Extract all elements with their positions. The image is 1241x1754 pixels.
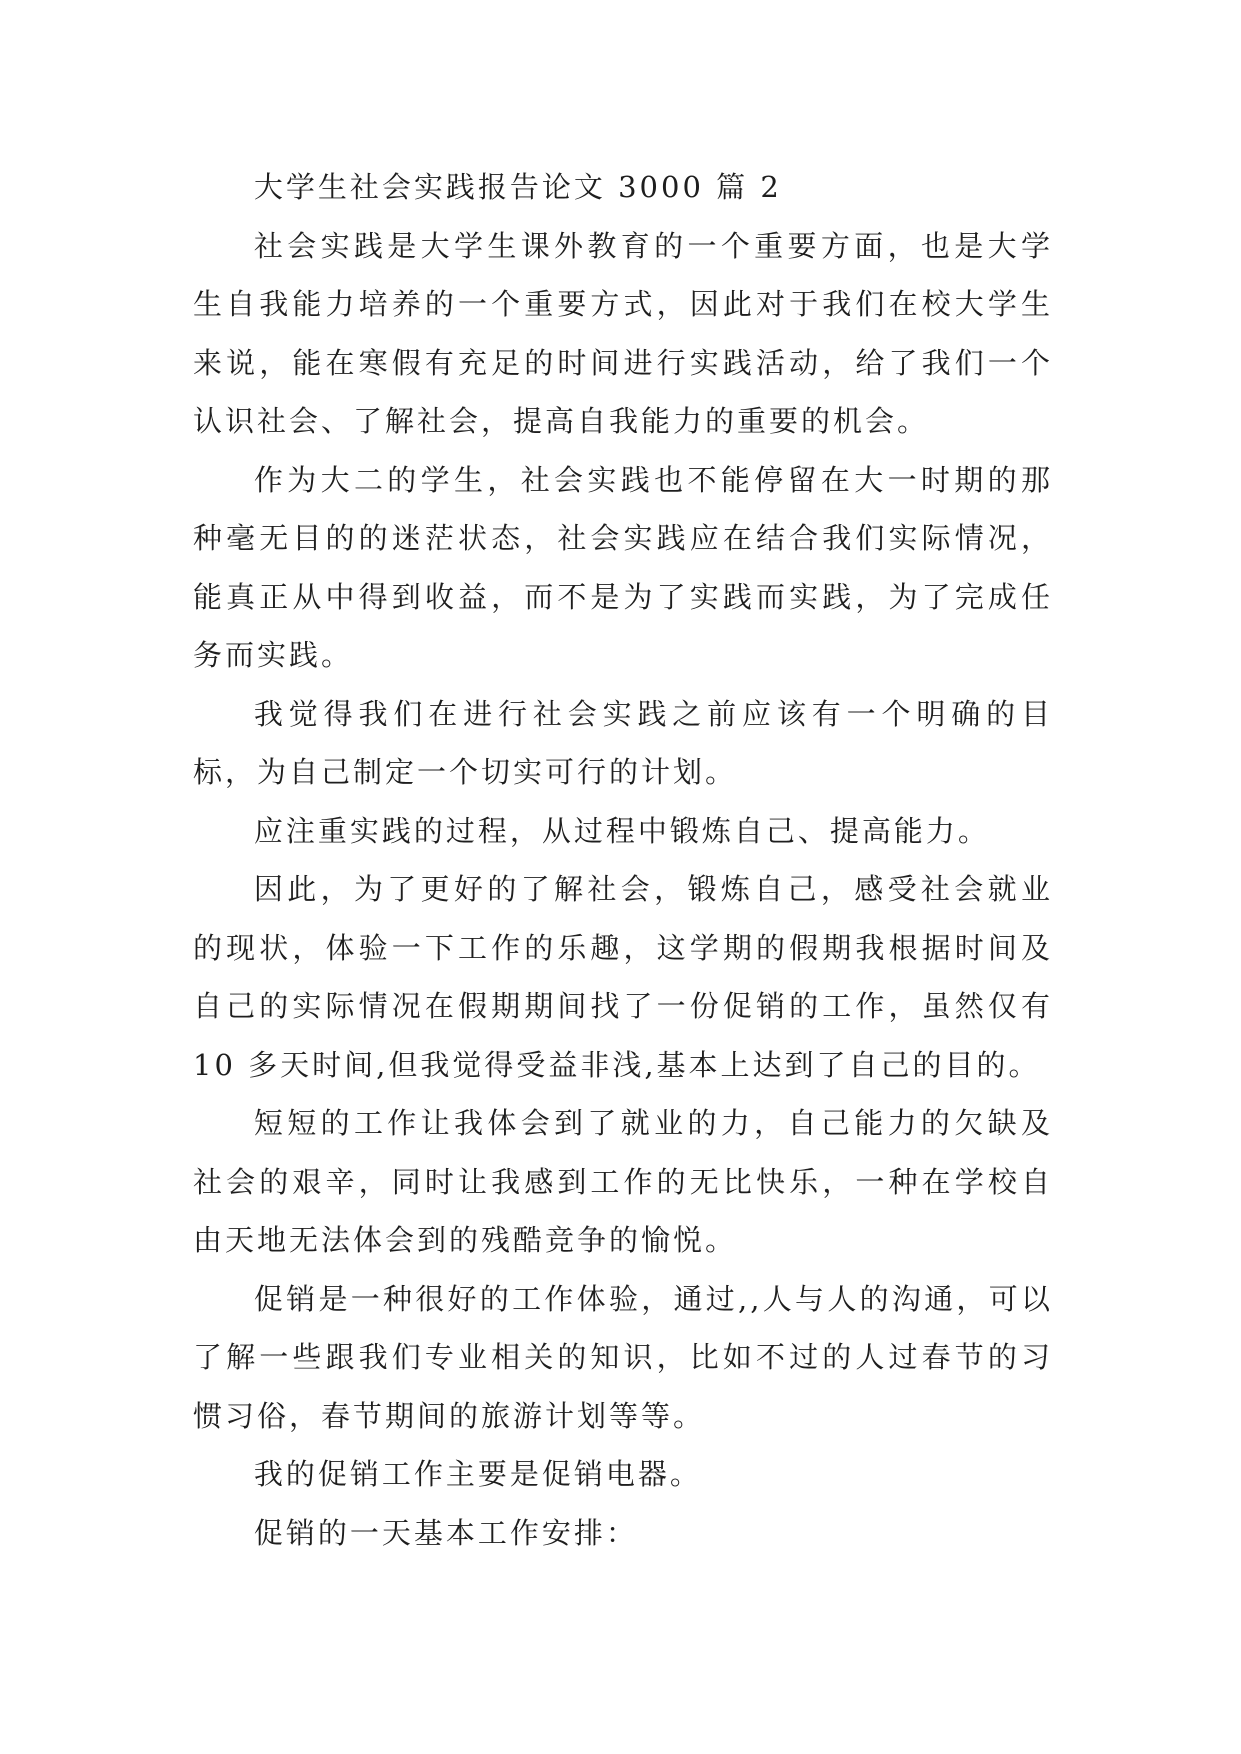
- paragraph-2: 作为大二的学生，社会实践也不能停留在大一时期的那种毫无目的的迷茫状态，社会实践应在结合我们实际情况，能真正从中得到收益，而不是为了实践而实践，为了完成任务而实践。: [193, 462, 1053, 672]
- paragraph-4: 应注重实践的过程，从过程中锻炼自己、提高能力。: [253, 813, 990, 848]
- paragraph-3: 我觉得我们在进行社会实践之前应该有一个明确的目标，为自己制定一个切实可行的计划。: [193, 696, 1053, 789]
- section-title: 大学生社会实践报告论文 3000 篇 2: [253, 170, 782, 204]
- paragraph-8: 我的促销工作主要是促销电器。: [253, 1457, 702, 1491]
- paragraph-5: 因此，为了更好的了解社会，锻炼自己，感受社会就业的现状，体验一下工作的乐趣，这学期的假期我根据时间及自己的实际情况在假期期间找了一份促销的工作，虽然仅有 10 多天时间,但我觉得受益非浅,基本上达到了自己的目的。: [193, 872, 1053, 1082]
- document-body: [193, 158, 1053, 1562]
- paragraph-9: 促销的一天基本工作安排：: [253, 1515, 638, 1550]
- paragraph-7: 促销是一种很好的工作体验，通过,,人与人的沟通，可以了解一些跟我们专业相关的知识，比如不过的人过春节的习惯习俗，春节期间的旅游计划等等。: [193, 1281, 1053, 1433]
- paragraph-1: 社会实践是大学生课外教育的一个重要方面，也是大学生自我能力培养的一个重要方式，因此对于我们在校大学生来说，能在寒假有充足的时间进行实践活动，给了我们一个认识社会、了解社会，提高自我能力的重要的机会。: [193, 228, 1053, 438]
- paragraph-6: 短短的工作让我体会到了就业的力，自己能力的欠缺及社会的艰辛，同时让我感到工作的无比快乐，一种在学校自由天地无法体会到的残酷竞争的愉悦。: [193, 1106, 1053, 1257]
